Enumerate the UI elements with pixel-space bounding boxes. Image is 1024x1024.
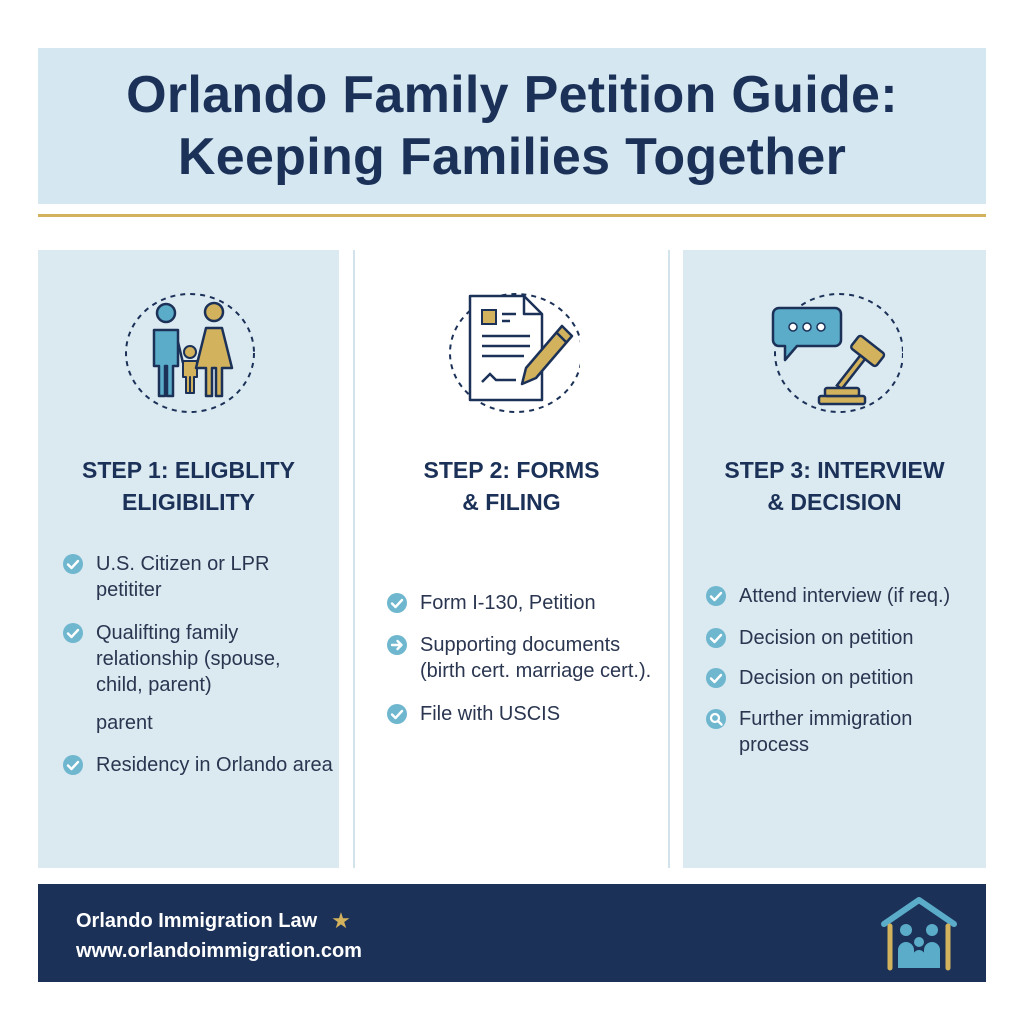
check-icon [386,703,408,725]
step-2-title-line-2: & FILING [462,489,561,515]
list-item [96,710,153,736]
check-icon [705,667,727,689]
step-1-title-line-1: STEP 1: ELIGBLITY [82,457,295,483]
list-item-text: Further immigration process [739,708,913,756]
list-item [705,706,986,758]
column-divider [353,250,355,868]
star-icon: ★ [331,908,351,933]
list-item [705,583,950,609]
step-1-title-line-2: ELIGIBILITY [122,489,255,515]
arrow-right-icon [386,634,408,656]
list-item-text: Attend interview (if req.) [739,585,951,607]
title-banner [38,48,986,204]
family-icon [122,290,258,416]
list-item-text: parent [96,712,153,734]
step-1-panel [38,250,339,868]
check-icon [705,627,727,649]
footer-bar [38,884,986,982]
step-2-title [356,454,667,518]
list-item-text: Supporting documents [420,634,621,656]
list-item-text: Qualifting family [96,622,239,644]
list-item-text: relationship (spouse, [96,648,281,670]
page-title-line-1: Orlando Family Petition Guide: [126,66,898,124]
family-house-logo-icon [878,894,960,974]
check-icon [386,592,408,614]
step-3-title-line-1: STEP 3: INTERVIEW [724,457,945,483]
list-item [62,551,269,603]
footer-firm [76,908,351,934]
list-item [705,625,914,651]
step-2-panel [356,250,667,868]
list-item [62,620,281,698]
list-item [386,632,651,684]
list-item-text: child, parent) [96,674,212,696]
list-item [386,701,560,727]
list-item [62,752,333,778]
check-icon [62,754,84,776]
list-item-text: Residency in Orlando area [96,754,333,776]
website-link[interactable]: www.orlandoimmigration.com [76,940,362,962]
document-pen-icon [444,290,580,416]
list-item [386,590,596,616]
column-divider [668,250,670,868]
list-item-text: U.S. Citizen or LPR [96,553,270,575]
list-item-text: petititer [96,579,162,601]
check-icon [62,622,84,644]
step-1-title [38,454,339,518]
list-item-text: Decision on petition [739,667,914,689]
firm-name: Orlando Immigration Law [76,909,318,932]
list-item [705,665,914,691]
step-3-title-line-2: & DECISION [767,489,902,515]
search-icon [705,708,727,730]
list-item-text: Form I-130, Petition [420,592,596,614]
check-icon [705,585,727,607]
list-item-text: File with USCIS [420,703,561,725]
gold-divider [38,214,986,217]
list-item-text: Decision on petition [739,627,914,649]
check-icon [62,553,84,575]
page-title-line-2: Keeping Families Together [177,128,847,186]
step-3-panel [683,250,986,868]
list-item-text: (birth cert. marriage cert.). [420,660,652,682]
chat-gavel-icon [767,290,903,416]
step-3-title [683,454,986,518]
step-2-title-line-1: STEP 2: FORMS [423,457,600,483]
